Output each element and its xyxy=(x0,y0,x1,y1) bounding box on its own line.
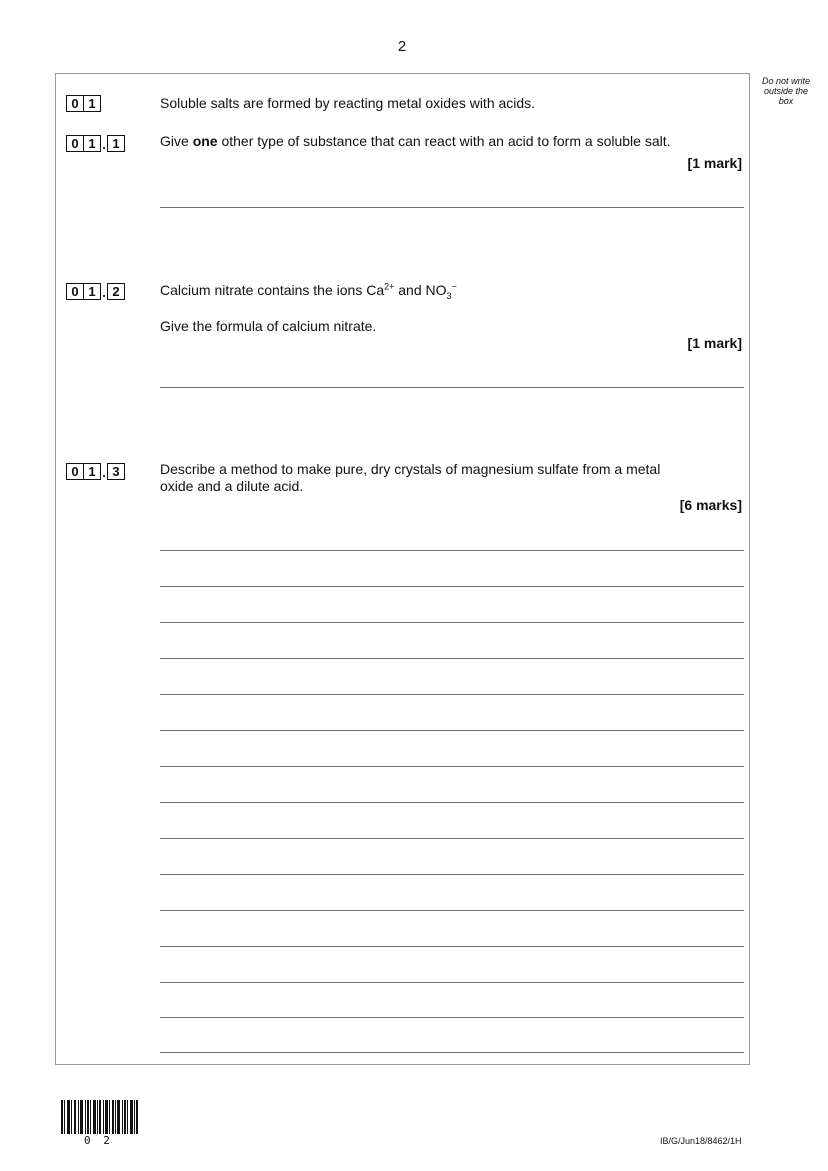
answer-line[interactable] xyxy=(160,387,744,388)
answer-line[interactable] xyxy=(160,207,744,208)
question-number-01-2 xyxy=(66,282,125,301)
margin-note: Do not write outside the box xyxy=(761,76,811,106)
question-01-1-text xyxy=(160,133,671,150)
question-01-3-text xyxy=(160,461,660,495)
marks-label: [1 mark] xyxy=(687,155,742,171)
question-text-line: oxide and a dilute acid. xyxy=(160,478,304,494)
ion-charge: − xyxy=(451,281,457,292)
question-01-text: Soluble salts are formed by reacting metal oxides with acids. xyxy=(160,95,536,111)
answer-line[interactable] xyxy=(160,766,744,767)
marks-label: [6 marks] xyxy=(679,497,742,513)
question-sub-box: 3 xyxy=(107,463,125,480)
answer-line[interactable] xyxy=(160,838,744,839)
question-text-line: Describe a method to make pure, dry crystals of magnesium sulfate from a metal xyxy=(160,461,661,477)
question-text-part: and NO xyxy=(394,282,447,298)
question-digit-box: 1 xyxy=(83,463,101,480)
marks-label: [1 mark] xyxy=(687,335,742,351)
answer-line[interactable] xyxy=(160,946,744,947)
question-digit-box: 0 xyxy=(66,283,84,300)
answer-line[interactable] xyxy=(160,730,744,731)
question-sub-box: 2 xyxy=(107,283,125,300)
question-digit-box: 0 xyxy=(66,135,84,152)
answer-line[interactable] xyxy=(160,910,744,911)
answer-line[interactable] xyxy=(160,982,744,983)
question-digit-box: 0 xyxy=(66,95,84,112)
question-text-emphasis: one xyxy=(192,133,218,149)
question-01-2-instruction: Give the formula of calcium nitrate. xyxy=(160,318,377,334)
question-digit-box: 0 xyxy=(66,463,84,480)
answer-line[interactable] xyxy=(160,550,744,551)
question-number-01 xyxy=(66,95,101,112)
question-digit-box: 1 xyxy=(83,135,101,152)
barcode-digits: 0 2 xyxy=(84,1134,113,1147)
question-01-2-text xyxy=(160,282,457,299)
question-text-part: other type of substance that can react with an acid to form a soluble salt. xyxy=(217,133,671,149)
question-number-01-1 xyxy=(66,134,125,153)
barcode xyxy=(61,1100,139,1134)
question-number-01-3 xyxy=(66,462,125,481)
question-sub-box: 1 xyxy=(107,135,125,152)
ion-charge: 2+ xyxy=(384,281,395,292)
formula-subscript: 3 xyxy=(446,290,452,301)
answer-line[interactable] xyxy=(160,802,744,803)
answer-line[interactable] xyxy=(160,1017,744,1018)
question-dot: . xyxy=(102,285,106,300)
question-text-part: Give xyxy=(160,133,193,149)
question-digit-box: 1 xyxy=(83,95,101,112)
question-dot: . xyxy=(102,465,106,480)
question-text-part: Calcium nitrate contains the ions Ca xyxy=(160,282,385,298)
answer-line[interactable] xyxy=(160,658,744,659)
answer-frame xyxy=(55,73,750,1065)
question-dot: . xyxy=(102,137,106,152)
answer-line[interactable] xyxy=(160,586,744,587)
question-digit-box: 1 xyxy=(83,283,101,300)
paper-reference: IB/G/Jun18/8462/1H xyxy=(660,1136,742,1146)
answer-line[interactable] xyxy=(160,874,744,875)
answer-line[interactable] xyxy=(160,622,744,623)
answer-line[interactable] xyxy=(160,1052,744,1053)
page-number: 2 xyxy=(397,38,407,55)
answer-line[interactable] xyxy=(160,694,744,695)
